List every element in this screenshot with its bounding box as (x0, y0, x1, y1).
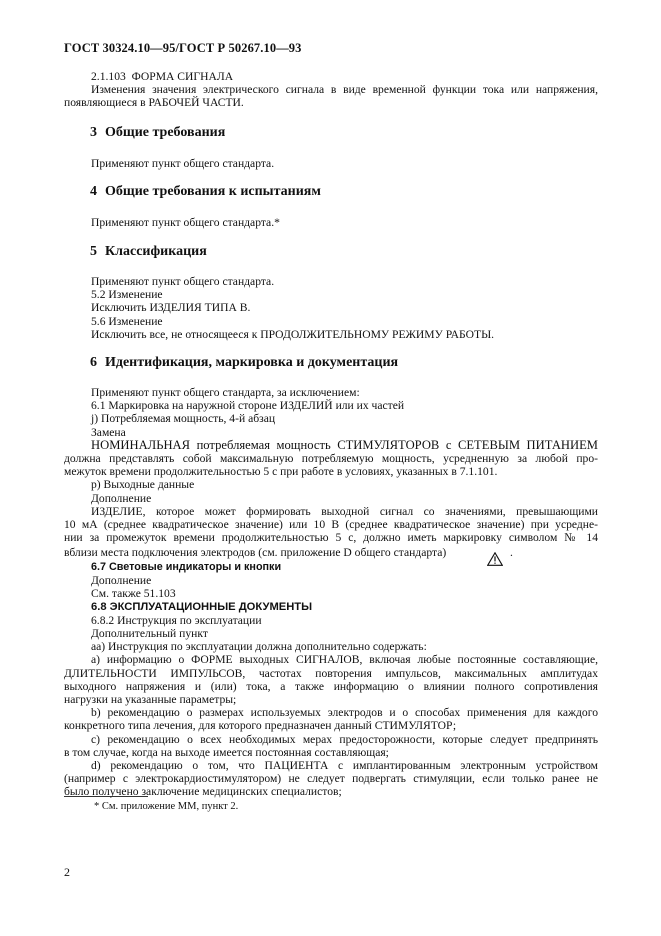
section-5-heading: 5 Классификация (90, 244, 207, 259)
footnote-separator (64, 796, 148, 797)
section-3-heading: 3 Общие требования (90, 125, 226, 140)
section-6-body: Применяют пункт общего стандарта, за исключением: 6.1 Маркировка на наружной стороне ИЗДЕЛИЙ или их частей j) Потребляемая мощность, 4-й абзац Замена НОМИНАЛЬНАЯ потребляемая мощность СТИМУЛЯТОРОВ с СЕТЕВЫМ ПИТАНИЕМ должна представлять собой максимальную потребляемую мощность, усредненную за любой про- межуток времени продолжительностью 5 с при работе в условиях, указанных в 7.1.101. p) Выходные данные Дополнение ИЗДЕЛИЕ, которое может формировать выходной сигнал со значениями, превышающими 10 мА (среднее квадратическое значение) или 10 В (среднее квадратическое значение) при усредне- нии за промежуток времени продолжительностью 5 с, должно иметь маркировку символом № 14 (64, 386, 598, 545)
section-4-text: Применяют пункт общего стандарта.* (91, 216, 280, 229)
document-header: ГОСТ 30324.10—95/ГОСТ Р 50267.10—93 (64, 41, 302, 55)
section-3-text: Применяют пункт общего стандарта. (91, 157, 275, 170)
clause-2-1-103 (64, 70, 598, 110)
section-6-7: 6.7 Световые индикаторы и кнопки Дополнение См. также 51.103 6.8 ЭКСПЛУАТАЦИОННЫЕ ДОКУМЕНТЫ 6.8.2 Инструкция по эксплуатации Дополнительный пункт аа) Инструкция по эксплуатации должна дополнительно содержать: а) информацию о ФОРМЕ выходных СИГНАЛОВ, включая любые постоянные составляющие, ДЛИТЕЛЬНОСТИ ИМПУЛЬСОВ, частотах повторения импульсов, максимальных амплитудах выходного напряжения и (или) тока, а также информацию о влиянии полного сопротивления нагрузки на указанные параметры; b) рекомендацию о размерах используемых электродов и о способах применения для каждого конкретного типа лечения, для которого предназначен данный СТИМУЛЯТОР; c) рекомендацию о всех необходимых мерах предосторожности, которые следует предпринять в том случае, когда на выходе имеется постоянная составляющая; d) рекомендацию о том, что ПАЦИЕНТА с имплантированным электронным устройством (например с электрокардиостимулятором) не следует подвергать стимуляции, если только ранее не было получено заключение медицинских специалистов; (64, 561, 598, 799)
subsection-title: 6.8 ЭКСПЛУАТАЦИОННЫЕ ДОКУМЕНТЫ (91, 600, 313, 613)
section-6-heading: 6 Идентификация, маркировка и документация (90, 355, 399, 370)
footnote: * См. приложение ММ, пункт 2. (94, 801, 239, 812)
subsection-title: 6.7 Световые индикаторы и кнопки (91, 561, 282, 573)
clause-title: ФОРМА СИГНАЛА (131, 70, 234, 83)
symbol-line: вблизи места подключения электродов (см. приложение D общего стандарта) (64, 546, 447, 559)
clause-text-line: появляющиеся в РАБОЧЕЙ ЧАСТИ. (64, 96, 244, 110)
clause-text-line: Изменения значения электрического сигнала в виде временной функции тока или напряжения, (91, 83, 598, 97)
clause-number: 2.1.103 (91, 70, 126, 83)
page-number: 2 (64, 865, 70, 879)
section-4-heading: 4 Общие требования к испытаниям (90, 184, 321, 199)
symbol-period: . (510, 546, 513, 559)
section-5-text: Применяют пункт общего стандарта. 5.2 Изменение Исключить ИЗДЕЛИЯ ТИПА В. 5.6 Изменение Исключить все, не относящееся к ПРОДОЛЖИТЕЛЬНОМУ РЕЖИМУ РАБОТЫ. (91, 275, 495, 341)
